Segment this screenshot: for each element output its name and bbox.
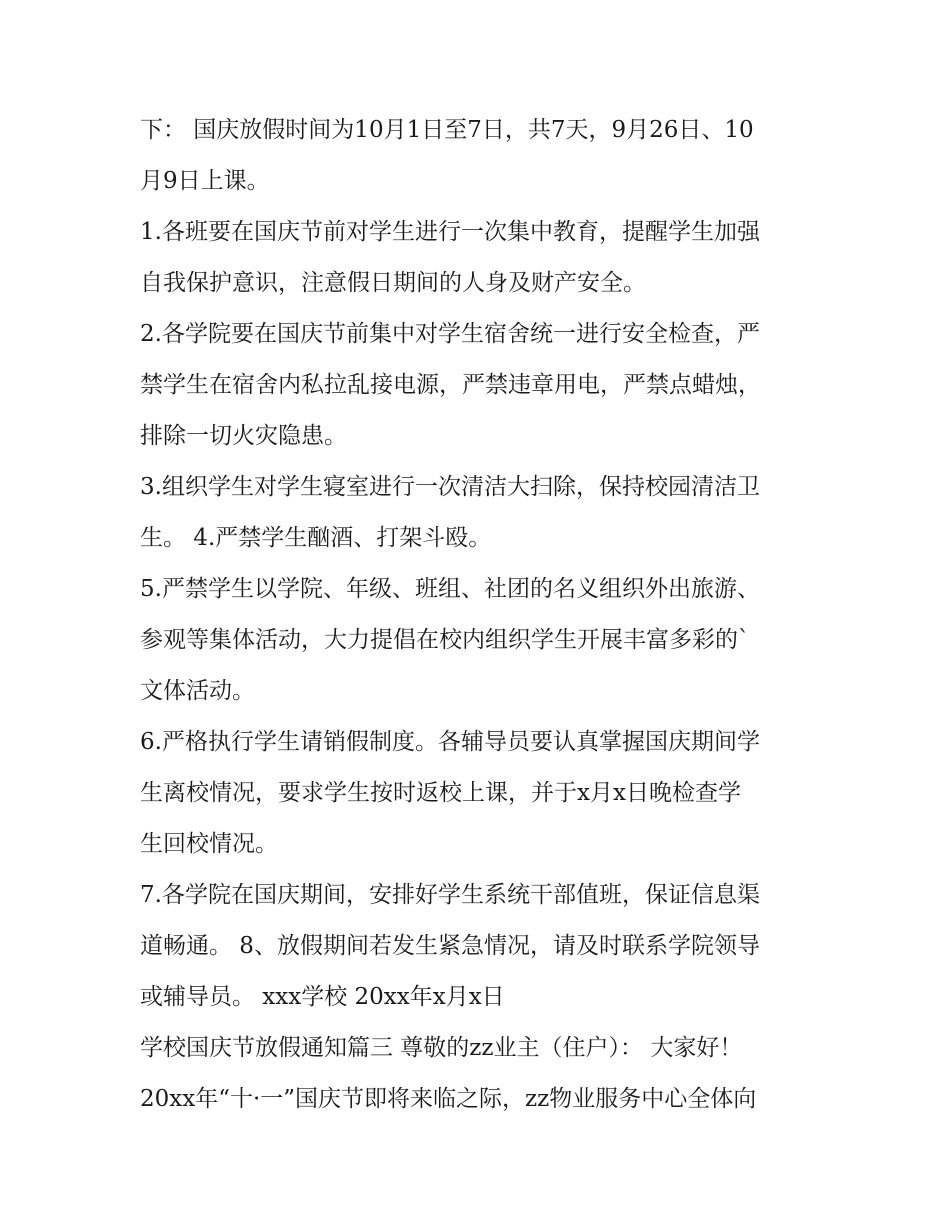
text-line: 道畅通。 8、放假期间若发生紧急情况，请及时联系学院领导	[140, 933, 760, 959]
text-line: 20xx年“十·一”国庆节即将来临之际，zz物业服务中心全体向	[140, 1086, 757, 1112]
text-line: 文体活动。	[140, 678, 255, 704]
text-line: 生回校情况。	[140, 831, 278, 857]
text-line: 月9日上课。	[140, 168, 270, 194]
text-line: 3.组织学生对学生寝室进行一次清洁大扫除，保持校园清洁卫	[140, 474, 760, 500]
text-line: 2.各学院要在国庆节前集中对学生宿舍统一进行安全检查，严	[140, 321, 760, 347]
text-line: 生离校情况，要求学生按时返校上课，并于x月x日晚检查学	[140, 780, 741, 806]
text-line: 或辅导员。 xxx学校 20xx年x月x日	[140, 984, 505, 1010]
text-line: 7.各学院在国庆期间，安排好学生系统干部值班，保证信息渠	[140, 882, 760, 908]
text-line: 生。 4.严禁学生酗酒、打架斗殴。	[140, 525, 492, 551]
text-line: 自我保护意识，注意假日期间的人身及财产安全。	[140, 270, 646, 296]
text-line: 学校国庆节放假通知篇三 尊敬的zz业主（住户）： 大家好！	[140, 1035, 743, 1061]
text-line: 排除一切火灾隐患。	[140, 423, 347, 449]
document-body	[140, 108, 820, 1128]
text-line: 5.严禁学生以学院、年级、班组、社团的名义组织外出旅游、	[140, 576, 760, 602]
text-line: 禁学生在宿舍内私拉乱接电源，严禁违章用电，严禁点蜡烛，	[140, 372, 761, 398]
text-line: 下： 国庆放假时间为10月1日至7日，共7天，9月26日、10	[140, 117, 754, 143]
text-line: 参观等集体活动，大力提倡在校内组织学生开展丰富多彩的`	[140, 627, 750, 653]
text-line: 6.严格执行学生请销假制度。各辅导员要认真掌握国庆期间学	[140, 729, 760, 755]
text-line: 1.各班要在国庆节前对学生进行一次集中教育，提醒学生加强	[140, 219, 760, 245]
